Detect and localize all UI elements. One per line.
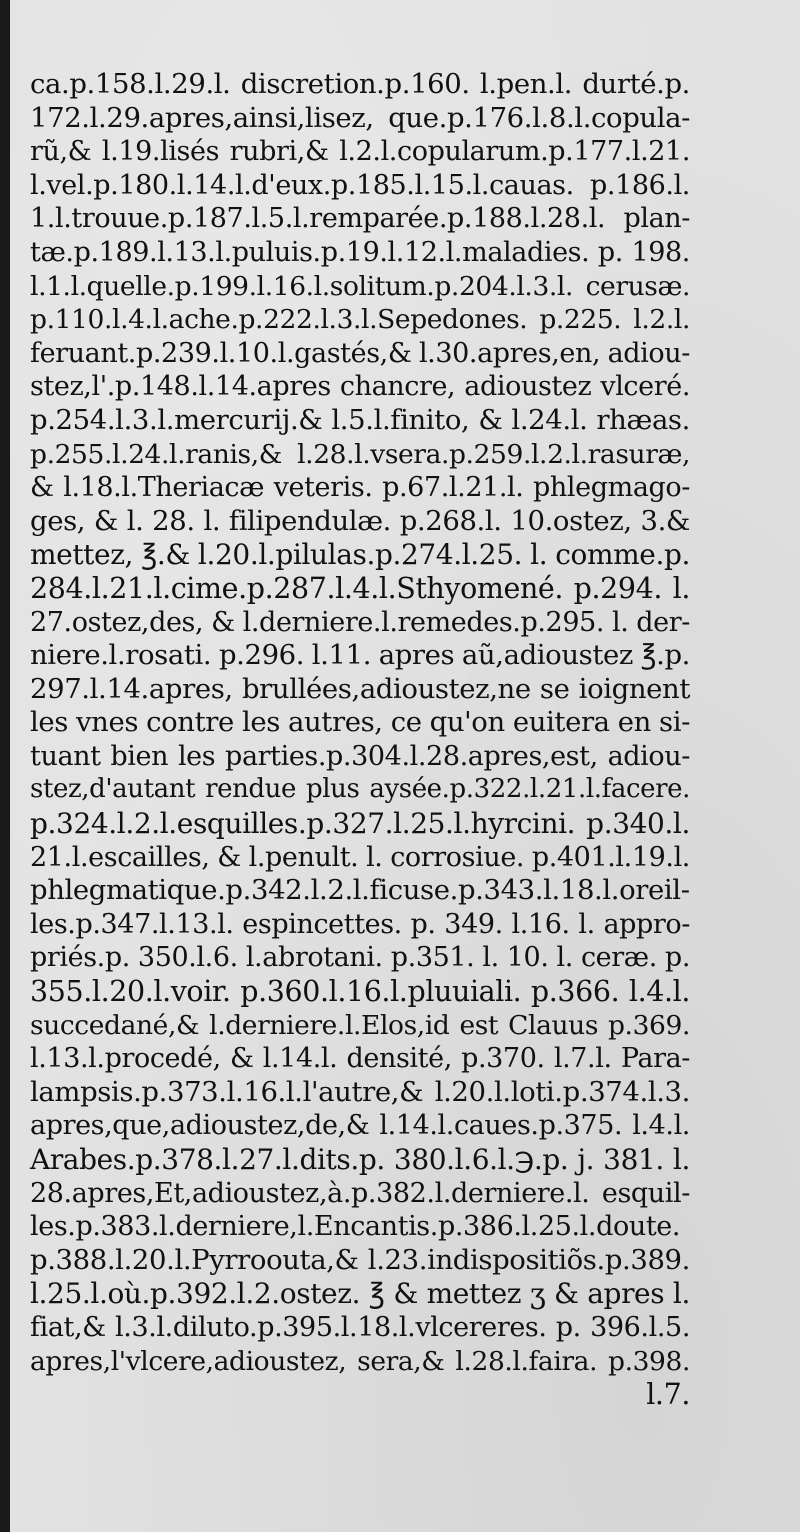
text-line: 1.l.trouue.p.187.l.5.l.remparée.p.188.l.28.l. plan- (30, 203, 690, 235)
text-line: 172.l.29.apres,ainsi,lisez, que.p.176.l.8.l.copula- (30, 101, 690, 134)
text-line: les vnes contre les autres, ce qu'on euitera en si- (30, 706, 690, 739)
text-line: & l.18.l.Theriacæ veteris. p.67.l.21.l. phlegmago- (30, 472, 690, 504)
text-line: les.p.383.l.derniere,l.Encantis.p.386.l.25.l.doute. (30, 1211, 681, 1243)
text-line: les.p.347.l.13.l. espincettes. p. 349. l.16. l. appro- (30, 908, 690, 940)
text-line: lampsis.p.373.l.16.l.l'autre,& l.20.l.loti.p.374.l.3. (30, 1075, 690, 1108)
text-line: ca.p.158.l.29.l. discretion.p.160. l.pen.l. durté.p. (30, 68, 690, 100)
text-line-final: l.7. (646, 1378, 690, 1412)
text-line: tæ.p.189.l.13.l.puluis.p.19.l.12.l.maladies. p. 198. (30, 236, 690, 268)
text-line: l.vel.p.180.l.14.l.d'eux.p.185.l.15.l.cauas. p.186.l. (30, 169, 690, 201)
text-line: apres,l'vlcere,adioustez, sera,& l.28.l.faira. p.398. (30, 1345, 690, 1377)
text-line: rũ,& l.19.lisés rubri,& l.2.l.copularum.p.177.l.21. (30, 136, 690, 168)
text-line: apres,que,adioustez,de,& l.14.l.caues.p.375. l.4.l. (30, 1110, 690, 1142)
text-line: fiat,& l.3.l.diluto.p.395.l.18.l.vlcereres. p. 396.l.5. (30, 1311, 690, 1343)
text-line: 27.ostez,des, & l.derniere.l.remedes.p.295. l. der- (30, 606, 690, 638)
text-line: phlegmatique.p.342.l.2.l.ficuse.p.343.l.18.l.oreil- (30, 874, 690, 907)
text-line: tuant bien les parties.p.304.l.28.apres,est, adiou- (30, 740, 690, 772)
text-line: 28.apres,Et,adioustez,à.p.382.l.derniere.l. esquil- (30, 1177, 690, 1209)
text-line: 355.l.20.l.voir. p.360.l.16.l.pluuiali. p.366. l.4.l. (30, 975, 690, 1009)
text-line: p.254.l.3.l.mercurij.& l.5.l.finito, & l.24.l. rhæas. (30, 403, 690, 436)
text-line: p.110.l.4.l.ache.p.222.l.3.l.Sepedones. p.225. l.2.l. (30, 304, 690, 336)
text-line: 284.l.21.l.cime.p.287.l.4.l.Sthyomené. p.294. l. (30, 571, 690, 605)
text-line: Arabes.p.378.l.27.l.dits.p. 380.l.6.l.℈.p. j. 381. l. (30, 1143, 690, 1176)
text-line: p.255.l.24.l.ranis,& l.28.l.vsera.p.259.l.2.l.rasuræ, (30, 438, 690, 470)
text-line: l.1.l.quelle.p.199.l.16.l.solitum.p.204.l.3.l. cerusæ. (30, 270, 690, 302)
text-line: mettez, ℥.& l.20.l.pilulas.p.274.l.25. l. comme.p. (30, 538, 690, 572)
text-line: 21.l.escailles, & l.penult. l. corrosiue. p.401.l.19.l. (30, 841, 690, 873)
text-line: succedané,& l.derniere.l.Elos,id est Clauus p.369. (30, 1009, 690, 1041)
text-line: ges, & l. 28. l. filipendulæ. p.268.l. 10.ostez, 3.& (30, 504, 690, 537)
text-line: l.13.l.procedé, & l.14.l. densité, p.370. l.7.l. Para- (30, 1043, 690, 1075)
errata-text-block (30, 68, 690, 1412)
text-line: stez,l'.p.148.l.14.apres chancre, adioustez vlceré. (30, 371, 690, 403)
text-line: p.324.l.2.l.esquilles.p.327.l.25.l.hyrcini. p.340.l. (30, 807, 690, 841)
text-line: priés.p. 350.l.6. l.abrotani. p.351. l. 10. l. ceræ. p. (30, 942, 690, 974)
text-line: p.388.l.20.l.Pyrroouta,& l.23.indispositiõs.p.389. (30, 1243, 690, 1276)
printed-page (10, 0, 800, 1532)
text-line: niere.l.rosati. p.296. l.11. apres aũ,adioustez ℥.p. (30, 639, 690, 672)
text-line: feruant.p.239.l.10.l.gastés,& l.30.apres,en, adiou- (30, 337, 690, 369)
text-line: l.25.l.où.p.392.l.2.ostez. ℥ & mettez ʒ & apres l. (30, 1277, 690, 1311)
text-line: stez,d'autant rendue plus aysée.p.322.l.21.l.facere. (30, 774, 690, 805)
text-line: 297.l.14.apres, brullées,adioustez,ne se ioignent (30, 672, 690, 705)
